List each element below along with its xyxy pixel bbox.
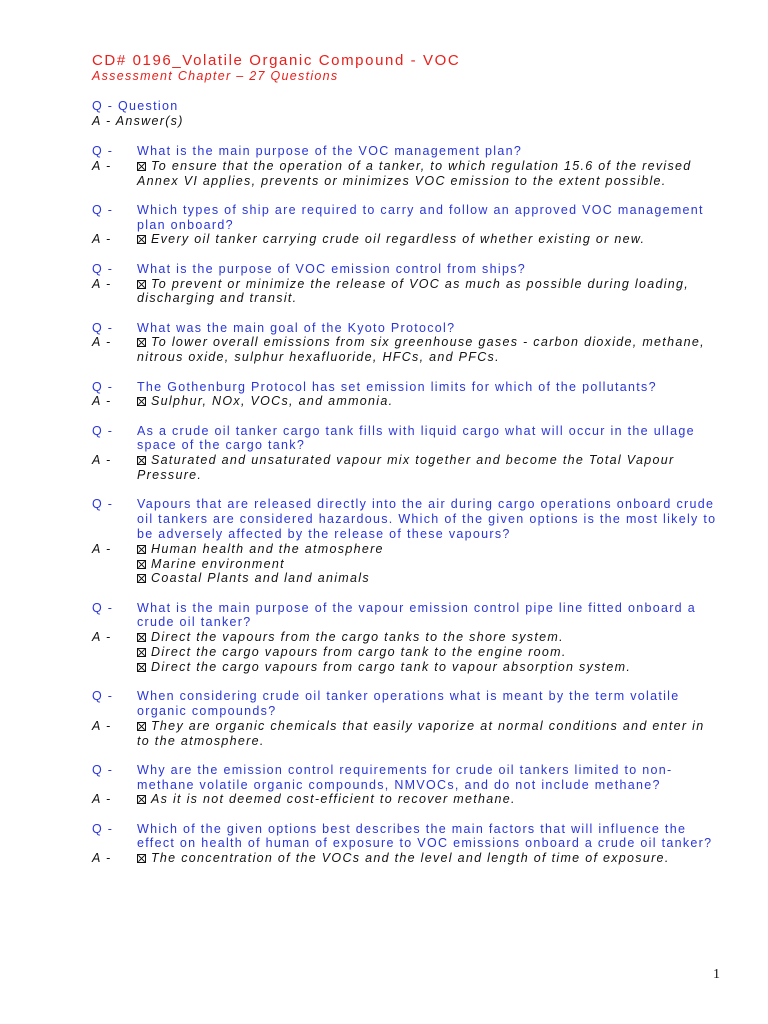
answer-text: Direct the vapours from the cargo tanks to the shore system. <box>151 630 564 645</box>
answer-marker: A - <box>92 718 112 733</box>
question-marker: Q - <box>92 762 114 777</box>
qa-item <box>92 763 732 807</box>
checked-box-icon <box>137 722 146 731</box>
question-row <box>92 380 732 395</box>
qa-item <box>92 822 732 866</box>
qa-item <box>92 144 732 188</box>
answer-text: The concentration of the VOCs and the level and length of time of exposure. <box>151 851 670 866</box>
qa-item <box>92 689 732 748</box>
answer-marker: A - <box>92 453 112 468</box>
answer-text: As it is not deemed cost-efficient to recover methane. <box>151 792 516 807</box>
page-number: 1 <box>713 967 720 982</box>
answer-marker: A - <box>92 541 112 556</box>
question-marker: Q - <box>92 497 114 512</box>
answer-text: They are organic chemicals that easily vaporize at normal conditions and enter in to the atmosphere. <box>137 718 705 748</box>
answer-list <box>137 277 717 307</box>
answer-option <box>137 719 717 749</box>
answer-row <box>92 453 732 483</box>
question-row <box>92 203 732 233</box>
checked-box-icon <box>137 545 146 554</box>
answer-marker: A - <box>92 232 112 247</box>
answer-text: To lower overall emissions from six greenhouse gases - carbon dioxide, methane, nitrous oxide, sulphur hexafluoride, HFCs, and PFCs. <box>137 335 705 365</box>
answer-option <box>137 394 717 409</box>
answer-row <box>92 719 732 749</box>
answer-option <box>137 542 717 557</box>
answer-option <box>137 557 717 572</box>
question-text: Vapours that are released directly into the air during cargo operations onboard crude oil tankers are considered hazardous. Which of the given options is the most likely to be adversely affected by the release of these vapours? <box>137 497 717 541</box>
qa-item <box>92 497 732 586</box>
question-text: Why are the emission control requirements for crude oil tankers limited to non- methane volatile organic compounds, NMVOCs, and do not include methane? <box>137 762 673 792</box>
checked-box-icon <box>137 560 146 569</box>
answer-row <box>92 232 732 247</box>
question-text: Which of the given options best describes the main factors that will influence the effect on health of human of exposure to VOC emissions onboard a crude oil tanker? <box>137 821 713 851</box>
answer-row <box>92 542 732 586</box>
question-row <box>92 262 732 277</box>
answer-option <box>137 159 717 189</box>
answer-row <box>92 159 732 189</box>
answer-list <box>137 453 717 483</box>
checked-box-icon <box>137 648 146 657</box>
answer-option <box>137 792 717 807</box>
question-marker: Q - <box>92 689 114 704</box>
question-row <box>92 424 732 454</box>
answer-option <box>137 660 717 675</box>
checked-box-icon <box>137 663 146 672</box>
question-text: The Gothenburg Protocol has set emission limits for which of the pollutants? <box>137 379 657 394</box>
checked-box-icon <box>137 162 146 171</box>
legend <box>92 99 184 129</box>
question-text: What is the purpose of VOC emission control from ships? <box>137 261 526 276</box>
legend-question: Q - Question <box>92 99 179 113</box>
answer-text: Saturated and unsaturated vapour mix together and become the Total Vapour Pressure. <box>137 453 675 483</box>
answer-row <box>92 394 732 409</box>
answer-text: Marine environment <box>151 556 285 571</box>
answer-option <box>137 453 717 483</box>
qa-item <box>92 262 732 306</box>
checked-box-icon <box>137 280 146 289</box>
answer-list <box>137 232 717 247</box>
question-text: What is the main purpose of the VOC management plan? <box>137 144 523 158</box>
checked-box-icon <box>137 854 146 863</box>
question-text: As a crude oil tanker cargo tank fills with liquid cargo what will occur in the ullage space of the cargo tank? <box>137 423 695 453</box>
qa-item <box>92 380 732 410</box>
answer-list <box>137 630 717 674</box>
answer-text: Coastal Plants and land animals <box>151 571 370 586</box>
answer-option <box>137 851 717 866</box>
checked-box-icon <box>137 633 146 642</box>
answer-marker: A - <box>92 630 112 645</box>
answer-text: To prevent or minimize the release of VOC as much as possible during loading, discharging and transit. <box>137 276 690 306</box>
answer-list <box>137 335 717 365</box>
qa-item <box>92 321 732 365</box>
question-row <box>92 689 732 719</box>
checked-box-icon <box>137 795 146 804</box>
answer-marker: A - <box>92 792 112 807</box>
question-row <box>92 601 732 631</box>
answer-option <box>137 335 717 365</box>
checked-box-icon <box>137 397 146 406</box>
qa-item <box>92 601 732 675</box>
answer-text: To ensure that the operation of a tanker, to which regulation 15.6 of the revised Annex VI applies, prevents or minimizes VOC emission to the extent possible. <box>137 158 692 188</box>
question-marker: Q - <box>92 320 114 335</box>
answer-row <box>92 335 732 365</box>
question-row <box>92 144 732 159</box>
question-marker: Q - <box>92 600 114 615</box>
question-marker: Q - <box>92 821 114 836</box>
answer-row <box>92 630 732 674</box>
answer-list <box>137 159 717 189</box>
answer-row <box>92 851 732 866</box>
answer-marker: A - <box>92 851 112 866</box>
checked-box-icon <box>137 235 146 244</box>
legend-answer: A - Answer(s) <box>92 114 184 128</box>
answer-text: Every oil tanker carrying crude oil regardless of whether existing or new. <box>151 232 646 247</box>
question-marker: Q - <box>92 144 114 158</box>
answer-option <box>137 630 717 645</box>
answer-row <box>92 277 732 307</box>
answer-row <box>92 792 732 807</box>
question-marker: Q - <box>92 423 114 438</box>
question-text: What was the main goal of the Kyoto Protocol? <box>137 320 456 335</box>
answer-marker: A - <box>92 335 112 350</box>
answer-list <box>137 792 717 807</box>
qa-item <box>92 424 732 483</box>
document-title: CD# 0196_Volatile Organic Compound - VOC <box>92 52 461 69</box>
answer-option <box>137 571 717 586</box>
question-row <box>92 763 732 793</box>
checked-box-icon <box>137 574 146 583</box>
answer-marker: A - <box>92 394 112 409</box>
question-marker: Q - <box>92 202 114 217</box>
question-row <box>92 822 732 852</box>
checked-box-icon <box>137 456 146 465</box>
question-row <box>92 497 732 541</box>
answer-marker: A - <box>92 158 112 173</box>
checked-box-icon <box>137 338 146 347</box>
answer-text: Direct the cargo vapours from cargo tank to vapour absorption system. <box>151 659 632 674</box>
answer-list <box>137 394 717 409</box>
question-text: Which types of ship are required to carry and follow an approved VOC management plan onboard? <box>137 202 704 232</box>
answer-text: Direct the cargo vapours from cargo tank to the engine room. <box>151 645 567 660</box>
question-text: What is the main purpose of the vapour emission control pipe line fitted onboard a crude oil tanker? <box>137 600 696 630</box>
question-text: When considering crude oil tanker operations what is meant by the term volatile organic compounds? <box>137 689 680 718</box>
question-row <box>92 321 732 336</box>
qa-item <box>92 203 732 247</box>
answer-option <box>137 645 717 660</box>
answer-list <box>137 851 717 866</box>
answer-list <box>137 719 717 749</box>
answer-option <box>137 232 717 247</box>
question-marker: Q - <box>92 261 114 276</box>
answer-option <box>137 277 717 307</box>
answer-text: Human health and the atmosphere <box>151 541 384 556</box>
answer-list <box>137 542 717 586</box>
answer-marker: A - <box>92 276 112 291</box>
answer-text: Sulphur, NOx, VOCs, and ammonia. <box>151 394 394 409</box>
document-subtitle: Assessment Chapter – 27 Questions <box>92 69 339 83</box>
qa-list <box>92 144 732 881</box>
question-marker: Q - <box>92 379 114 394</box>
